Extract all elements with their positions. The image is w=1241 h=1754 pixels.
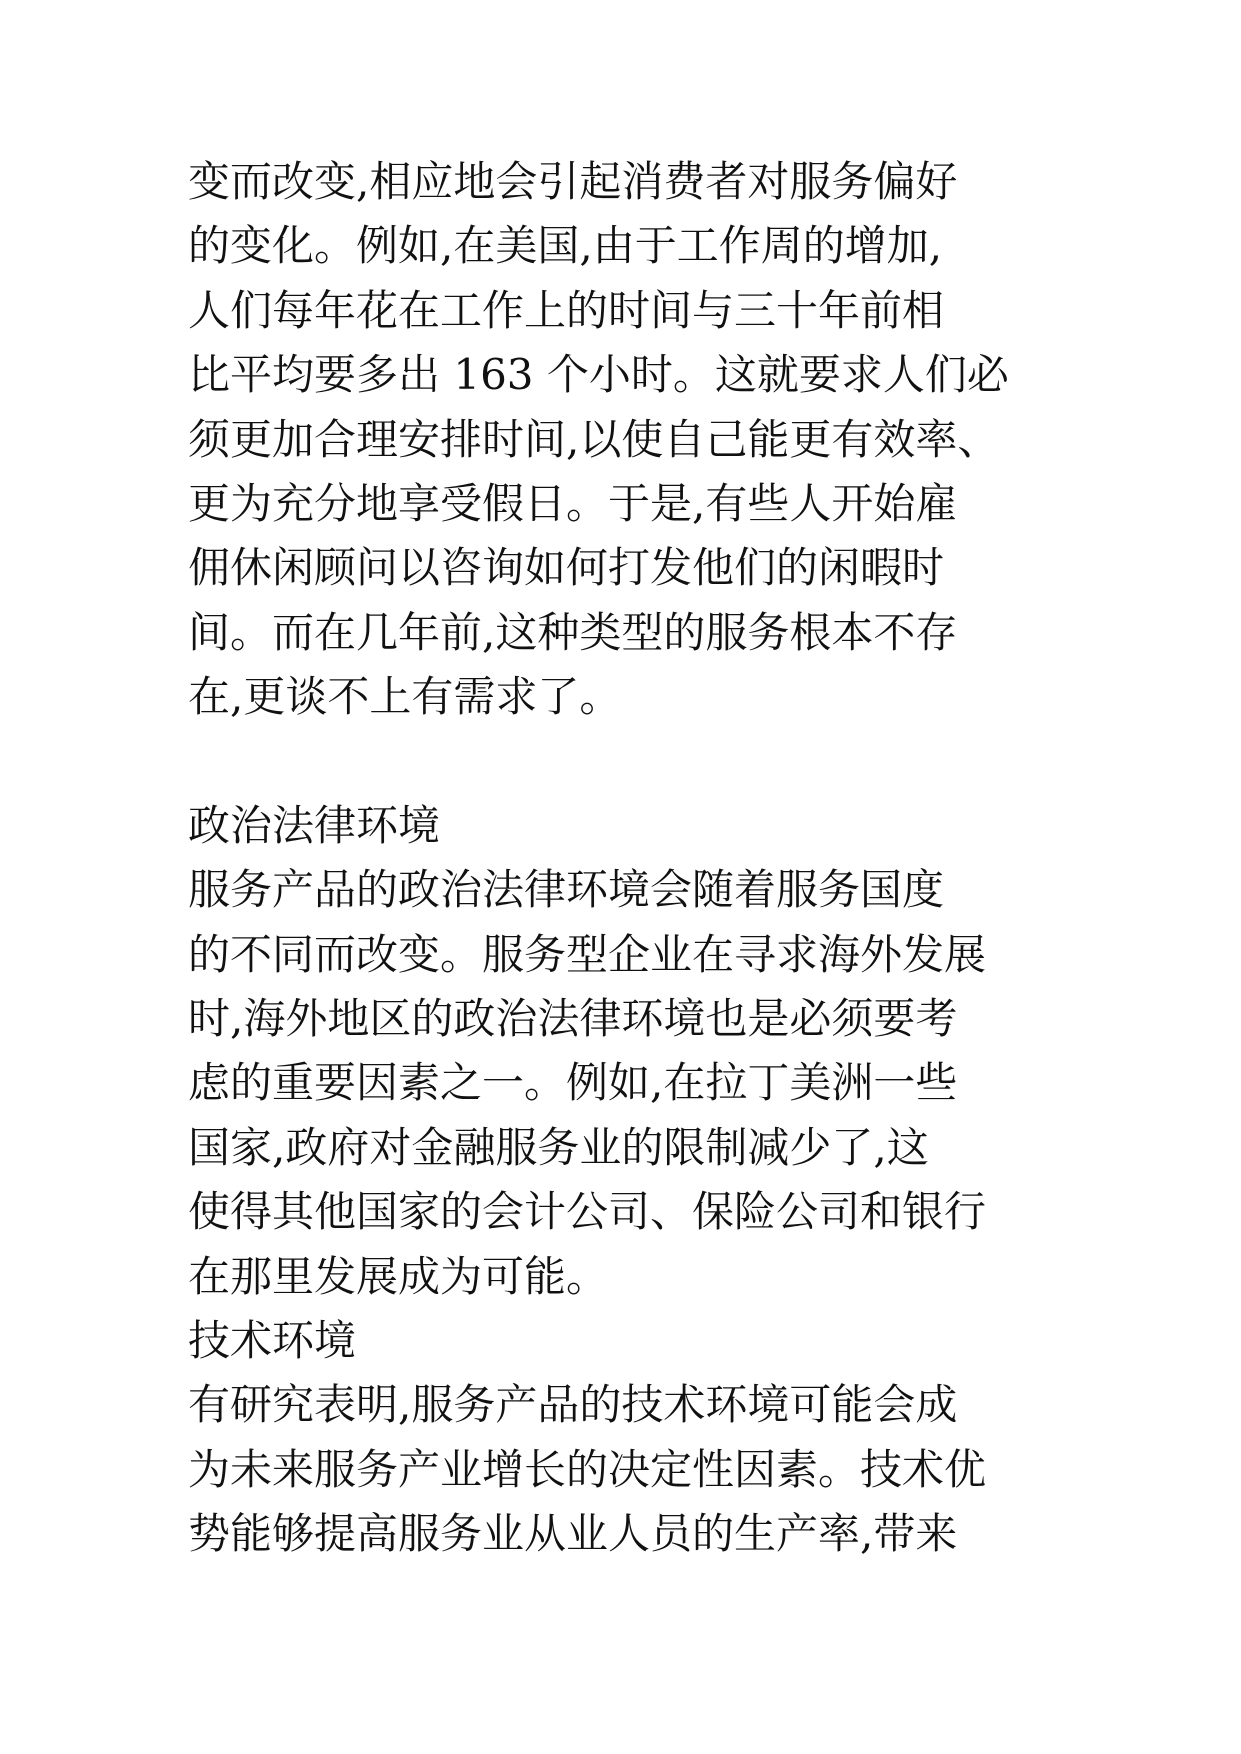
text-line: 变而改变,相应地会引起消费者对服务偏好 [188, 157, 958, 206]
text-line: 为未来服务产业增长的决定性因素。技术优 [188, 1444, 987, 1494]
text-line: 有研究表明,服务产品的技术环境可能会成 [188, 1380, 958, 1430]
text-line: 势能够提高服务业从业人员的生产率,带来 [188, 1509, 958, 1559]
section-heading: 技术环境 [188, 1316, 357, 1366]
text-line: 比平均要多出 163 个小时。这就要求人们必 [188, 350, 1009, 400]
text-line: 服务产品的政治法律环境会随着服务国度 [188, 865, 945, 915]
text-line: 时,海外地区的政治法律环境也是必须要考 [188, 994, 958, 1044]
text-line: 在那里发展成为可能。 [188, 1251, 609, 1301]
text-line: 的变化。例如,在美国,由于工作周的增加, [188, 221, 943, 271]
text-line: 虑的重要因素之一。例如,在拉丁美洲一些 [188, 1058, 958, 1108]
section-heading: 政治法律环境 [188, 800, 441, 850]
text-line: 国家,政府对金融服务业的限制减少了,这 [188, 1122, 929, 1172]
text-line: 在,更谈不上有需求了。 [188, 672, 622, 722]
text-line: 使得其他国家的会计公司、保险公司和银行 [188, 1187, 987, 1237]
text-line: 的不同而改变。服务型企业在寻求海外发展 [188, 929, 987, 979]
text-line: 须更加合理安排时间,以使自己能更有效率、 [188, 414, 1000, 464]
text-line: 佣休闲顾问以咨询如何打发他们的闲暇时 [188, 543, 945, 593]
text-line: 更为充分地享受假日。于是,有些人开始雇 [188, 478, 958, 528]
document-body [188, 150, 1148, 1567]
text-line: 人们每年花在工作上的时间与三十年前相 [188, 285, 945, 335]
text-line: 间。而在几年前,这种类型的服务根本不存 [188, 607, 958, 657]
paragraph-gap [188, 730, 1148, 794]
